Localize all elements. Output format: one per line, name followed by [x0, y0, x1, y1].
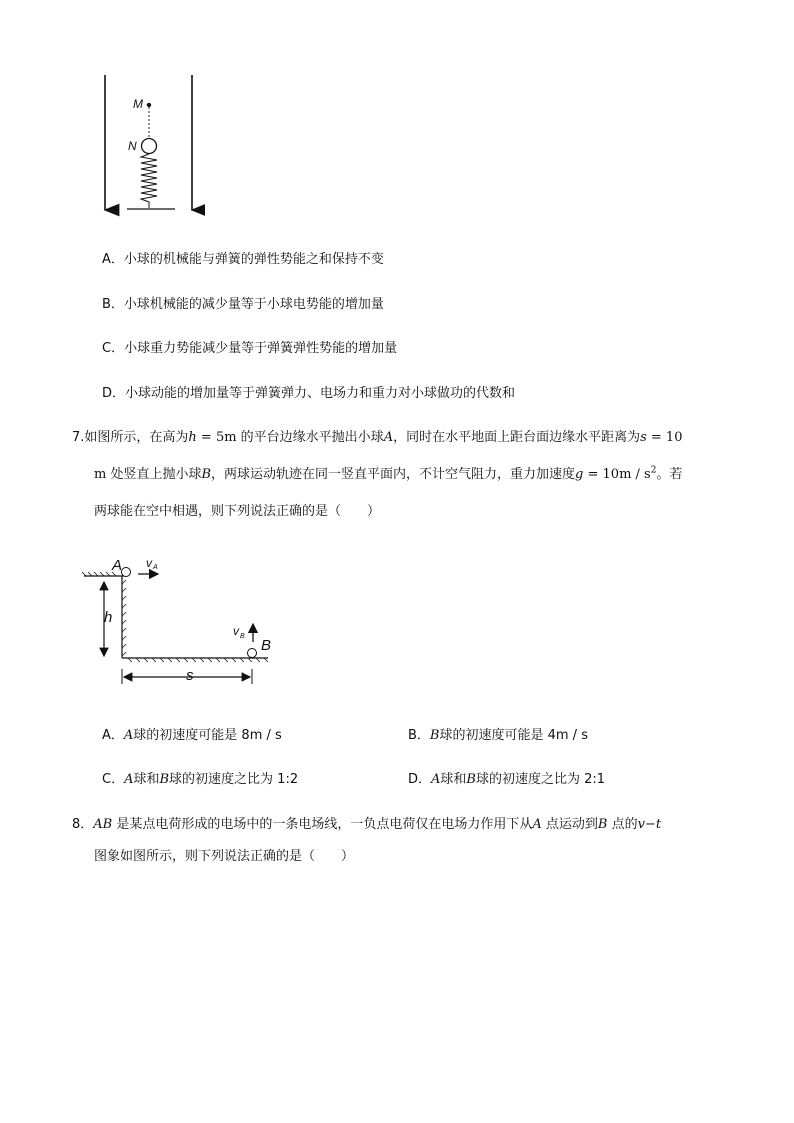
label-a: A — [112, 557, 123, 574]
label-va: v — [146, 556, 152, 570]
q7-option-d — [408, 768, 605, 787]
label-n: N — [128, 139, 137, 153]
label-vb-sub: B — [240, 633, 245, 640]
option-text: 球的初速度之比为 1:2 — [169, 772, 299, 787]
var-a: A — [431, 772, 441, 787]
option-letter: C． — [102, 341, 125, 356]
q7-line-2 — [94, 463, 682, 482]
option-letter: C． — [102, 772, 125, 787]
question-number: 8． — [72, 817, 94, 832]
option-letter: B． — [102, 297, 124, 312]
q6-option-b — [102, 293, 384, 312]
var-a: A — [532, 817, 542, 832]
option-text: 小球的机械能与弹簧的弹性势能之和保持不变 — [123, 252, 384, 267]
q7-text: ，同时在水平地面上距台面边缘水平距离为 — [393, 430, 641, 445]
label-h: h — [104, 609, 113, 626]
label-va-sub: A — [153, 564, 158, 571]
label-m: M — [133, 97, 143, 111]
var-vt: v−t — [637, 817, 662, 832]
point-m — [147, 103, 151, 107]
var-a: A — [123, 728, 134, 743]
q7-text: 两球能在空中相遇，则下列说法正确的是（ ） — [94, 504, 381, 519]
q7-text: m 处竖直上抛小球 — [94, 467, 202, 482]
q7-text: = 10 — [646, 430, 683, 445]
q8-text: 点运动到 — [541, 817, 598, 832]
q7-option-a — [102, 724, 282, 743]
spring — [141, 154, 157, 208]
option-text: 球的初速度可能是 8m / s — [133, 728, 282, 743]
question-number: 7. — [72, 430, 85, 445]
q8-text: 图象如图所示，则下列说法正确的是（ ） — [94, 849, 355, 864]
q7-line-1 — [72, 426, 682, 445]
label-b: B — [261, 637, 272, 654]
q8-text: 点的 — [607, 817, 638, 832]
q7-text: ，两球运动轨迹在同一竖直平面内，不计空气阻力，重力加速度 — [211, 467, 576, 482]
q8-text: 是某点电荷形成的电场中的一条电场线，一负点电荷仅在电场力作用下从 — [112, 817, 533, 832]
q8-line-2 — [94, 845, 354, 864]
q7-option-b — [408, 724, 588, 743]
var-a: A — [383, 430, 394, 445]
option-text: 小球重力势能减少量等于弹簧弹性势能的增加量 — [124, 341, 398, 356]
option-text: 小球动能的增加量等于弹簧弹力、电场力和重力对小球做功的代数和 — [125, 386, 516, 401]
q6-option-d — [102, 382, 515, 401]
q7-text: = 10m / s — [583, 467, 651, 482]
ball-a — [122, 568, 131, 577]
label-vb: v — [233, 624, 239, 638]
option-letter: A． — [102, 728, 124, 743]
field-spring-figure — [95, 70, 205, 220]
q7-line-3 — [94, 500, 380, 519]
ball-b — [248, 649, 257, 658]
option-letter: D． — [408, 772, 432, 787]
var-b: B — [201, 467, 212, 482]
q6-option-a — [102, 248, 384, 267]
option-letter: D． — [102, 386, 126, 401]
option-text: 球和 — [440, 772, 467, 787]
option-letter: A． — [102, 252, 124, 267]
var-s: s — [640, 430, 647, 445]
var-a: A — [124, 772, 134, 787]
q7-text: 如图所示，在高为 — [84, 430, 189, 445]
q7-text: 。若 — [656, 467, 683, 482]
q8-line-1 — [72, 813, 661, 832]
option-text: 球的初速度可能是 4m / s — [439, 728, 588, 743]
q7-text: = 5m 的平台边缘水平抛出小球 — [196, 430, 384, 445]
var-b: B — [597, 817, 608, 832]
option-letter: B． — [408, 728, 430, 743]
option-text: 球的初速度之比为 2:1 — [475, 772, 606, 787]
q6-option-c — [102, 337, 397, 356]
var-b: B — [466, 772, 476, 787]
label-s: s — [186, 667, 194, 684]
var-b: B — [159, 772, 170, 787]
q7-option-c — [102, 768, 298, 787]
option-text: 球和 — [133, 772, 160, 787]
superscript: 2 — [650, 465, 657, 476]
var-h: h — [188, 430, 197, 445]
var-ab: AB — [93, 817, 113, 832]
var-g: g — [575, 467, 584, 482]
ball-n — [142, 139, 157, 154]
option-text: 小球机械能的减少量等于小球电势能的增加量 — [123, 297, 384, 312]
projectile-figure — [78, 552, 288, 692]
var-b: B — [429, 728, 440, 743]
